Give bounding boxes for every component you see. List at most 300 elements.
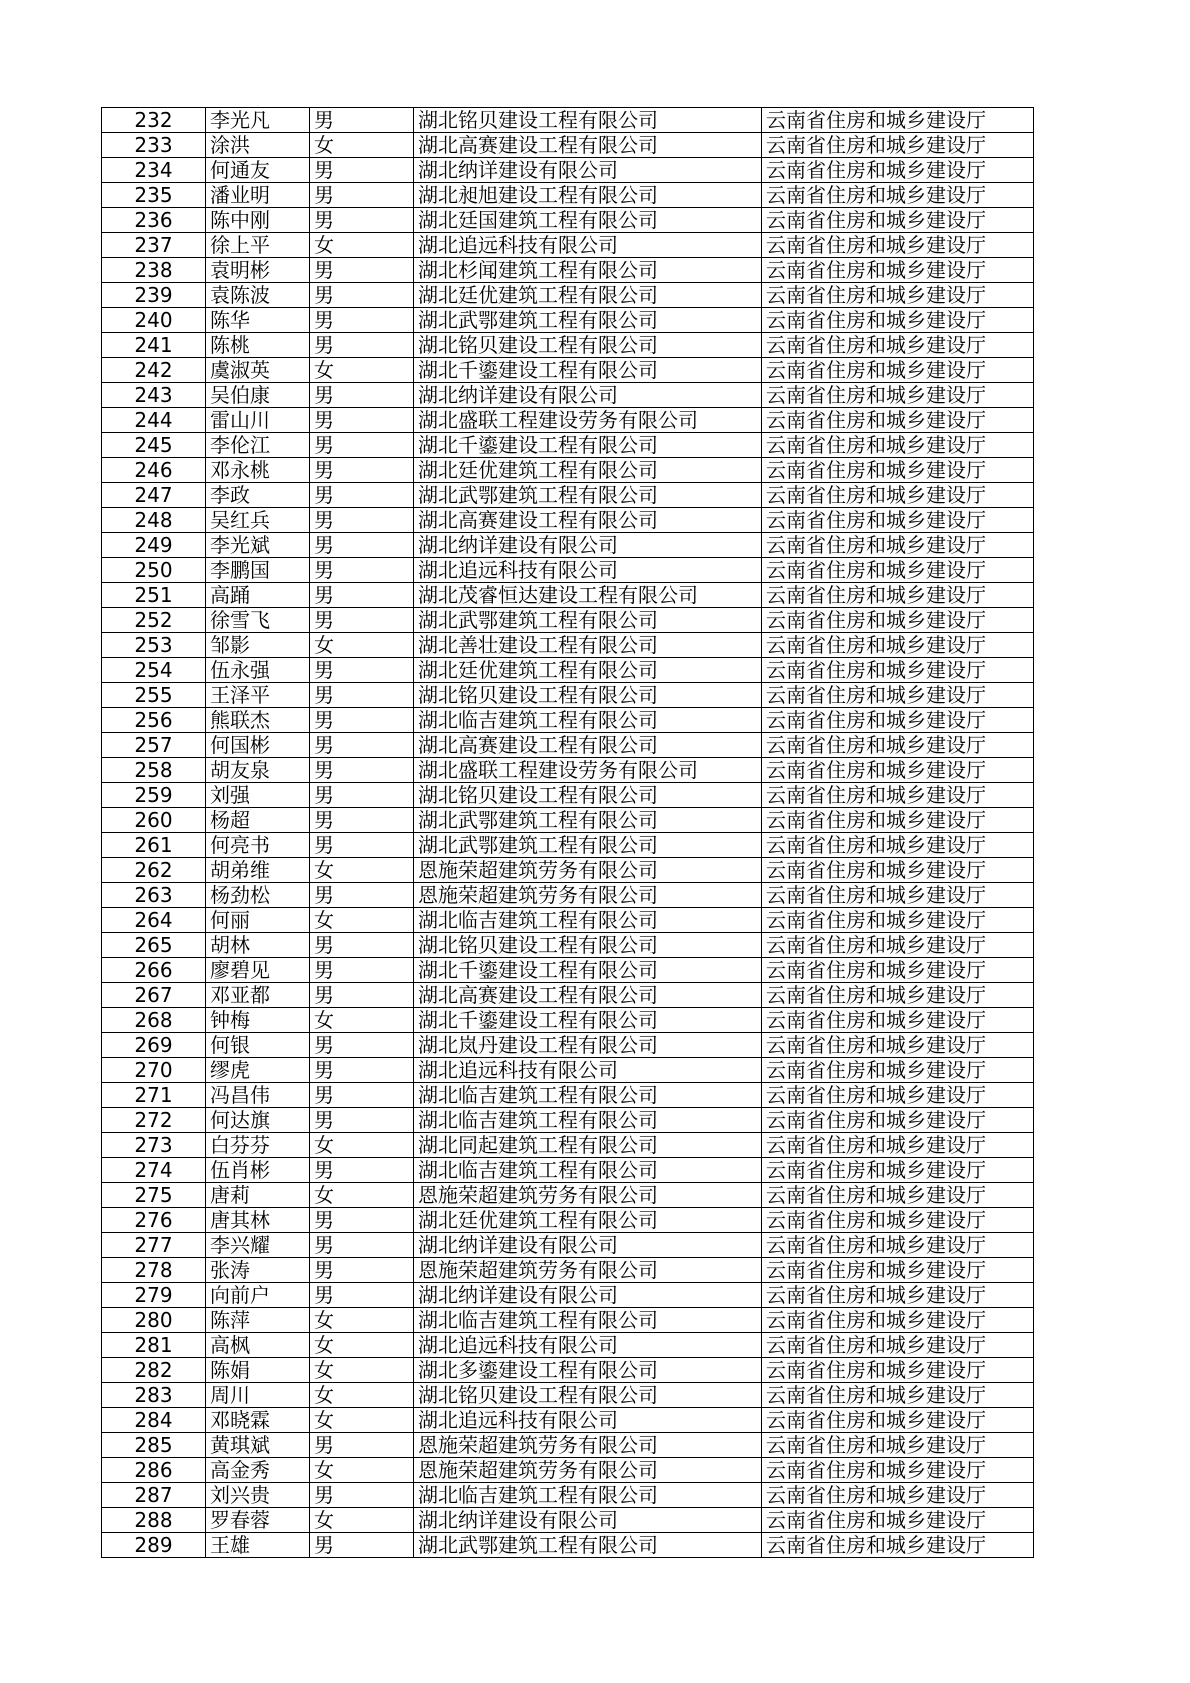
cell-department: 云南省住房和城乡建设厅 xyxy=(762,1183,1034,1208)
table-row xyxy=(102,383,1034,408)
cell-number: 252 xyxy=(102,608,206,633)
cell-gender: 女 xyxy=(310,1458,414,1483)
table-row xyxy=(102,208,1034,233)
cell-gender: 男 xyxy=(310,483,414,508)
cell-gender: 男 xyxy=(310,1208,414,1233)
cell-name: 冯昌伟 xyxy=(206,1083,310,1108)
cell-name: 陈桃 xyxy=(206,333,310,358)
cell-company: 湖北铭贝建设工程有限公司 xyxy=(414,108,762,133)
cell-number: 275 xyxy=(102,1183,206,1208)
table-row xyxy=(102,358,1034,383)
cell-department: 云南省住房和城乡建设厅 xyxy=(762,1008,1034,1033)
cell-number: 282 xyxy=(102,1358,206,1383)
cell-number: 262 xyxy=(102,858,206,883)
cell-department: 云南省住房和城乡建设厅 xyxy=(762,1033,1034,1058)
cell-company: 湖北武鄂建筑工程有限公司 xyxy=(414,308,762,333)
cell-department: 云南省住房和城乡建设厅 xyxy=(762,433,1034,458)
table-row xyxy=(102,858,1034,883)
cell-gender: 男 xyxy=(310,1033,414,1058)
cell-number: 287 xyxy=(102,1483,206,1508)
table-row xyxy=(102,1133,1034,1158)
cell-number: 288 xyxy=(102,1508,206,1533)
cell-department: 云南省住房和城乡建设厅 xyxy=(762,258,1034,283)
cell-gender: 男 xyxy=(310,208,414,233)
table-row xyxy=(102,458,1034,483)
cell-company: 湖北廷优建筑工程有限公司 xyxy=(414,1208,762,1233)
cell-company: 湖北杉闻建筑工程有限公司 xyxy=(414,258,762,283)
cell-name: 伍肖彬 xyxy=(206,1158,310,1183)
cell-department: 云南省住房和城乡建设厅 xyxy=(762,108,1034,133)
cell-name: 高枫 xyxy=(206,1333,310,1358)
table-row xyxy=(102,1433,1034,1458)
cell-company: 湖北千鎏建设工程有限公司 xyxy=(414,958,762,983)
cell-name: 李伦江 xyxy=(206,433,310,458)
cell-department: 云南省住房和城乡建设厅 xyxy=(762,158,1034,183)
cell-number: 243 xyxy=(102,383,206,408)
cell-company: 湖北高赛建设工程有限公司 xyxy=(414,508,762,533)
cell-gender: 女 xyxy=(310,1308,414,1333)
cell-name: 刘强 xyxy=(206,783,310,808)
cell-department: 云南省住房和城乡建设厅 xyxy=(762,408,1034,433)
cell-name: 唐莉 xyxy=(206,1183,310,1208)
cell-department: 云南省住房和城乡建设厅 xyxy=(762,1083,1034,1108)
cell-number: 260 xyxy=(102,808,206,833)
cell-gender: 男 xyxy=(310,433,414,458)
table-row xyxy=(102,133,1034,158)
cell-company: 湖北临吉建筑工程有限公司 xyxy=(414,1308,762,1333)
table-row xyxy=(102,283,1034,308)
cell-number: 268 xyxy=(102,1008,206,1033)
cell-company: 湖北武鄂建筑工程有限公司 xyxy=(414,833,762,858)
cell-gender: 男 xyxy=(310,1083,414,1108)
cell-gender: 男 xyxy=(310,608,414,633)
cell-number: 274 xyxy=(102,1158,206,1183)
cell-gender: 女 xyxy=(310,1508,414,1533)
cell-department: 云南省住房和城乡建设厅 xyxy=(762,933,1034,958)
cell-department: 云南省住房和城乡建设厅 xyxy=(762,1108,1034,1133)
cell-department: 云南省住房和城乡建设厅 xyxy=(762,758,1034,783)
cell-name: 杨劲松 xyxy=(206,883,310,908)
cell-department: 云南省住房和城乡建设厅 xyxy=(762,1533,1034,1558)
cell-department: 云南省住房和城乡建设厅 xyxy=(762,1408,1034,1433)
cell-gender: 男 xyxy=(310,283,414,308)
cell-gender: 男 xyxy=(310,658,414,683)
cell-number: 279 xyxy=(102,1283,206,1308)
table-row xyxy=(102,983,1034,1008)
cell-department: 云南省住房和城乡建设厅 xyxy=(762,1058,1034,1083)
cell-number: 258 xyxy=(102,758,206,783)
cell-company: 湖北同起建筑工程有限公司 xyxy=(414,1133,762,1158)
cell-company: 湖北追远科技有限公司 xyxy=(414,558,762,583)
cell-gender: 男 xyxy=(310,583,414,608)
table-row xyxy=(102,733,1034,758)
cell-gender: 男 xyxy=(310,108,414,133)
cell-name: 王泽平 xyxy=(206,683,310,708)
cell-gender: 男 xyxy=(310,933,414,958)
cell-department: 云南省住房和城乡建设厅 xyxy=(762,1233,1034,1258)
cell-company: 湖北临吉建筑工程有限公司 xyxy=(414,708,762,733)
cell-company: 湖北千鎏建设工程有限公司 xyxy=(414,1008,762,1033)
cell-department: 云南省住房和城乡建设厅 xyxy=(762,983,1034,1008)
cell-department: 云南省住房和城乡建设厅 xyxy=(762,1508,1034,1533)
table-row xyxy=(102,1008,1034,1033)
cell-gender: 男 xyxy=(310,1058,414,1083)
table-row xyxy=(102,783,1034,808)
table-row xyxy=(102,758,1034,783)
cell-gender: 男 xyxy=(310,758,414,783)
cell-department: 云南省住房和城乡建设厅 xyxy=(762,908,1034,933)
cell-company: 湖北善壮建设工程有限公司 xyxy=(414,633,762,658)
cell-company: 湖北武鄂建筑工程有限公司 xyxy=(414,1533,762,1558)
cell-gender: 男 xyxy=(310,458,414,483)
cell-company: 湖北高赛建设工程有限公司 xyxy=(414,133,762,158)
cell-name: 李光凡 xyxy=(206,108,310,133)
cell-department: 云南省住房和城乡建设厅 xyxy=(762,883,1034,908)
cell-gender: 男 xyxy=(310,183,414,208)
cell-name: 袁陈波 xyxy=(206,283,310,308)
cell-department: 云南省住房和城乡建设厅 xyxy=(762,1433,1034,1458)
cell-number: 234 xyxy=(102,158,206,183)
cell-gender: 女 xyxy=(310,233,414,258)
cell-name: 陈娟 xyxy=(206,1358,310,1383)
personnel-table xyxy=(101,107,1034,1558)
cell-name: 李兴耀 xyxy=(206,1233,310,1258)
cell-company: 湖北武鄂建筑工程有限公司 xyxy=(414,483,762,508)
cell-gender: 女 xyxy=(310,1408,414,1433)
cell-department: 云南省住房和城乡建设厅 xyxy=(762,1458,1034,1483)
table-row xyxy=(102,633,1034,658)
cell-gender: 男 xyxy=(310,683,414,708)
cell-company: 湖北纳详建设有限公司 xyxy=(414,533,762,558)
cell-department: 云南省住房和城乡建设厅 xyxy=(762,558,1034,583)
cell-name: 陈中刚 xyxy=(206,208,310,233)
cell-company: 恩施荣超建筑劳务有限公司 xyxy=(414,858,762,883)
cell-name: 缪虎 xyxy=(206,1058,310,1083)
cell-name: 唐其林 xyxy=(206,1208,310,1233)
cell-gender: 男 xyxy=(310,1533,414,1558)
table-row xyxy=(102,1458,1034,1483)
table-row xyxy=(102,1358,1034,1383)
cell-number: 255 xyxy=(102,683,206,708)
cell-name: 何国彬 xyxy=(206,733,310,758)
cell-number: 248 xyxy=(102,508,206,533)
cell-number: 240 xyxy=(102,308,206,333)
cell-name: 熊联杰 xyxy=(206,708,310,733)
cell-name: 钟梅 xyxy=(206,1008,310,1033)
cell-number: 257 xyxy=(102,733,206,758)
cell-department: 云南省住房和城乡建设厅 xyxy=(762,1258,1034,1283)
table-row xyxy=(102,433,1034,458)
cell-department: 云南省住房和城乡建设厅 xyxy=(762,733,1034,758)
cell-gender: 男 xyxy=(310,333,414,358)
cell-number: 273 xyxy=(102,1133,206,1158)
cell-name: 吴红兵 xyxy=(206,508,310,533)
cell-gender: 女 xyxy=(310,133,414,158)
cell-gender: 男 xyxy=(310,783,414,808)
cell-name: 伍永强 xyxy=(206,658,310,683)
table-body xyxy=(102,108,1034,1558)
cell-number: 284 xyxy=(102,1408,206,1433)
cell-number: 244 xyxy=(102,408,206,433)
cell-gender: 男 xyxy=(310,958,414,983)
cell-company: 恩施荣超建筑劳务有限公司 xyxy=(414,883,762,908)
cell-name: 黄琪斌 xyxy=(206,1433,310,1458)
cell-department: 云南省住房和城乡建设厅 xyxy=(762,783,1034,808)
cell-name: 何丽 xyxy=(206,908,310,933)
cell-gender: 女 xyxy=(310,1358,414,1383)
cell-name: 邹影 xyxy=(206,633,310,658)
cell-number: 265 xyxy=(102,933,206,958)
table-row xyxy=(102,608,1034,633)
cell-gender: 男 xyxy=(310,733,414,758)
cell-company: 湖北千鎏建设工程有限公司 xyxy=(414,433,762,458)
table-row xyxy=(102,1383,1034,1408)
table-row xyxy=(102,108,1034,133)
table-row xyxy=(102,158,1034,183)
cell-company: 湖北武鄂建筑工程有限公司 xyxy=(414,608,762,633)
cell-department: 云南省住房和城乡建设厅 xyxy=(762,608,1034,633)
cell-gender: 男 xyxy=(310,1258,414,1283)
cell-name: 白芬芬 xyxy=(206,1133,310,1158)
cell-department: 云南省住房和城乡建设厅 xyxy=(762,833,1034,858)
cell-company: 湖北盛联工程建设劳务有限公司 xyxy=(414,758,762,783)
cell-company: 湖北追远科技有限公司 xyxy=(414,233,762,258)
table-row xyxy=(102,558,1034,583)
cell-gender: 男 xyxy=(310,1233,414,1258)
table-row xyxy=(102,658,1034,683)
cell-gender: 男 xyxy=(310,533,414,558)
cell-name: 涂洪 xyxy=(206,133,310,158)
cell-gender: 男 xyxy=(310,258,414,283)
cell-number: 266 xyxy=(102,958,206,983)
cell-department: 云南省住房和城乡建设厅 xyxy=(762,633,1034,658)
cell-company: 湖北茂睿恒达建设工程有限公司 xyxy=(414,583,762,608)
cell-department: 云南省住房和城乡建设厅 xyxy=(762,183,1034,208)
table-row xyxy=(102,1483,1034,1508)
cell-number: 238 xyxy=(102,258,206,283)
cell-number: 264 xyxy=(102,908,206,933)
table-row xyxy=(102,508,1034,533)
cell-name: 陈华 xyxy=(206,308,310,333)
cell-name: 杨超 xyxy=(206,808,310,833)
cell-department: 云南省住房和城乡建设厅 xyxy=(762,1308,1034,1333)
cell-company: 湖北高赛建设工程有限公司 xyxy=(414,983,762,1008)
cell-gender: 女 xyxy=(310,633,414,658)
cell-department: 云南省住房和城乡建设厅 xyxy=(762,858,1034,883)
cell-name: 高金秀 xyxy=(206,1458,310,1483)
cell-gender: 女 xyxy=(310,1183,414,1208)
cell-department: 云南省住房和城乡建设厅 xyxy=(762,133,1034,158)
cell-gender: 女 xyxy=(310,1133,414,1158)
cell-name: 李政 xyxy=(206,483,310,508)
cell-department: 云南省住房和城乡建设厅 xyxy=(762,483,1034,508)
cell-number: 289 xyxy=(102,1533,206,1558)
cell-gender: 男 xyxy=(310,1283,414,1308)
table-row xyxy=(102,708,1034,733)
cell-department: 云南省住房和城乡建设厅 xyxy=(762,333,1034,358)
cell-number: 283 xyxy=(102,1383,206,1408)
cell-department: 云南省住房和城乡建设厅 xyxy=(762,1283,1034,1308)
table-row xyxy=(102,408,1034,433)
cell-number: 285 xyxy=(102,1433,206,1458)
cell-gender: 男 xyxy=(310,1158,414,1183)
cell-number: 277 xyxy=(102,1233,206,1258)
cell-number: 267 xyxy=(102,983,206,1008)
table-row xyxy=(102,1108,1034,1133)
cell-number: 271 xyxy=(102,1083,206,1108)
cell-name: 邓亚都 xyxy=(206,983,310,1008)
table-row xyxy=(102,1333,1034,1358)
cell-name: 邓永桃 xyxy=(206,458,310,483)
cell-gender: 男 xyxy=(310,833,414,858)
cell-name: 何银 xyxy=(206,1033,310,1058)
cell-name: 虞淑英 xyxy=(206,358,310,383)
cell-department: 云南省住房和城乡建设厅 xyxy=(762,308,1034,333)
cell-department: 云南省住房和城乡建设厅 xyxy=(762,508,1034,533)
cell-number: 278 xyxy=(102,1258,206,1283)
table-row xyxy=(102,1208,1034,1233)
cell-gender: 女 xyxy=(310,1383,414,1408)
cell-department: 云南省住房和城乡建设厅 xyxy=(762,1483,1034,1508)
cell-gender: 男 xyxy=(310,158,414,183)
table-row xyxy=(102,1083,1034,1108)
cell-company: 湖北临吉建筑工程有限公司 xyxy=(414,1108,762,1133)
cell-company: 湖北高赛建设工程有限公司 xyxy=(414,733,762,758)
cell-gender: 女 xyxy=(310,1008,414,1033)
cell-gender: 男 xyxy=(310,883,414,908)
cell-company: 湖北廷优建筑工程有限公司 xyxy=(414,658,762,683)
table-row xyxy=(102,1283,1034,1308)
cell-company: 湖北铭贝建设工程有限公司 xyxy=(414,933,762,958)
cell-company: 湖北纳详建设有限公司 xyxy=(414,1508,762,1533)
cell-name: 张涛 xyxy=(206,1258,310,1283)
cell-department: 云南省住房和城乡建设厅 xyxy=(762,383,1034,408)
cell-name: 潘业明 xyxy=(206,183,310,208)
cell-department: 云南省住房和城乡建设厅 xyxy=(762,708,1034,733)
cell-department: 云南省住房和城乡建设厅 xyxy=(762,533,1034,558)
cell-department: 云南省住房和城乡建设厅 xyxy=(762,683,1034,708)
cell-department: 云南省住房和城乡建设厅 xyxy=(762,1333,1034,1358)
table-row xyxy=(102,908,1034,933)
cell-gender: 女 xyxy=(310,858,414,883)
cell-department: 云南省住房和城乡建设厅 xyxy=(762,1383,1034,1408)
table-row xyxy=(102,1158,1034,1183)
cell-company: 湖北纳详建设有限公司 xyxy=(414,1233,762,1258)
cell-company: 湖北临吉建筑工程有限公司 xyxy=(414,908,762,933)
table-row xyxy=(102,933,1034,958)
table-row xyxy=(102,533,1034,558)
cell-company: 湖北铭贝建设工程有限公司 xyxy=(414,783,762,808)
cell-name: 胡林 xyxy=(206,933,310,958)
cell-name: 胡友泉 xyxy=(206,758,310,783)
table-row xyxy=(102,333,1034,358)
cell-company: 湖北岚丹建设工程有限公司 xyxy=(414,1033,762,1058)
cell-number: 237 xyxy=(102,233,206,258)
cell-department: 云南省住房和城乡建设厅 xyxy=(762,358,1034,383)
cell-gender: 男 xyxy=(310,983,414,1008)
cell-number: 270 xyxy=(102,1058,206,1083)
cell-number: 245 xyxy=(102,433,206,458)
cell-number: 242 xyxy=(102,358,206,383)
cell-name: 徐雪飞 xyxy=(206,608,310,633)
cell-number: 235 xyxy=(102,183,206,208)
cell-number: 263 xyxy=(102,883,206,908)
cell-name: 何达旗 xyxy=(206,1108,310,1133)
cell-gender: 男 xyxy=(310,508,414,533)
table-row xyxy=(102,483,1034,508)
cell-name: 胡弟维 xyxy=(206,858,310,883)
cell-gender: 男 xyxy=(310,708,414,733)
cell-gender: 男 xyxy=(310,1108,414,1133)
table-row xyxy=(102,808,1034,833)
cell-name: 陈萍 xyxy=(206,1308,310,1333)
cell-number: 232 xyxy=(102,108,206,133)
cell-name: 高踊 xyxy=(206,583,310,608)
cell-number: 251 xyxy=(102,583,206,608)
cell-name: 廖碧见 xyxy=(206,958,310,983)
cell-gender: 女 xyxy=(310,1333,414,1358)
cell-number: 247 xyxy=(102,483,206,508)
cell-company: 湖北纳详建设有限公司 xyxy=(414,158,762,183)
table-row xyxy=(102,1508,1034,1533)
cell-department: 云南省住房和城乡建设厅 xyxy=(762,1158,1034,1183)
cell-company: 湖北临吉建筑工程有限公司 xyxy=(414,1483,762,1508)
cell-number: 249 xyxy=(102,533,206,558)
cell-name: 雷山川 xyxy=(206,408,310,433)
cell-company: 湖北武鄂建筑工程有限公司 xyxy=(414,808,762,833)
cell-number: 233 xyxy=(102,133,206,158)
cell-company: 恩施荣超建筑劳务有限公司 xyxy=(414,1258,762,1283)
cell-company: 湖北追远科技有限公司 xyxy=(414,1333,762,1358)
cell-number: 246 xyxy=(102,458,206,483)
table-row xyxy=(102,833,1034,858)
cell-name: 袁明彬 xyxy=(206,258,310,283)
cell-name: 邓晓霖 xyxy=(206,1408,310,1433)
cell-department: 云南省住房和城乡建设厅 xyxy=(762,458,1034,483)
table-row xyxy=(102,683,1034,708)
cell-company: 恩施荣超建筑劳务有限公司 xyxy=(414,1183,762,1208)
cell-company: 湖北纳详建设有限公司 xyxy=(414,1283,762,1308)
table-row xyxy=(102,1233,1034,1258)
cell-company: 湖北廷优建筑工程有限公司 xyxy=(414,283,762,308)
cell-department: 云南省住房和城乡建设厅 xyxy=(762,208,1034,233)
cell-number: 272 xyxy=(102,1108,206,1133)
table-row xyxy=(102,1058,1034,1083)
cell-department: 云南省住房和城乡建设厅 xyxy=(762,1208,1034,1233)
table-row xyxy=(102,1533,1034,1558)
table-row xyxy=(102,883,1034,908)
cell-gender: 女 xyxy=(310,358,414,383)
cell-number: 259 xyxy=(102,783,206,808)
cell-gender: 男 xyxy=(310,308,414,333)
table-row xyxy=(102,308,1034,333)
cell-department: 云南省住房和城乡建设厅 xyxy=(762,658,1034,683)
cell-company: 湖北廷优建筑工程有限公司 xyxy=(414,458,762,483)
cell-company: 湖北临吉建筑工程有限公司 xyxy=(414,1083,762,1108)
cell-name: 何亮书 xyxy=(206,833,310,858)
cell-number: 276 xyxy=(102,1208,206,1233)
cell-name: 周川 xyxy=(206,1383,310,1408)
cell-name: 李鹏国 xyxy=(206,558,310,583)
cell-department: 云南省住房和城乡建设厅 xyxy=(762,283,1034,308)
cell-number: 241 xyxy=(102,333,206,358)
cell-name: 徐上平 xyxy=(206,233,310,258)
cell-department: 云南省住房和城乡建设厅 xyxy=(762,958,1034,983)
cell-company: 湖北盛联工程建设劳务有限公司 xyxy=(414,408,762,433)
cell-company: 湖北铭贝建设工程有限公司 xyxy=(414,1383,762,1408)
cell-gender: 男 xyxy=(310,408,414,433)
cell-number: 236 xyxy=(102,208,206,233)
